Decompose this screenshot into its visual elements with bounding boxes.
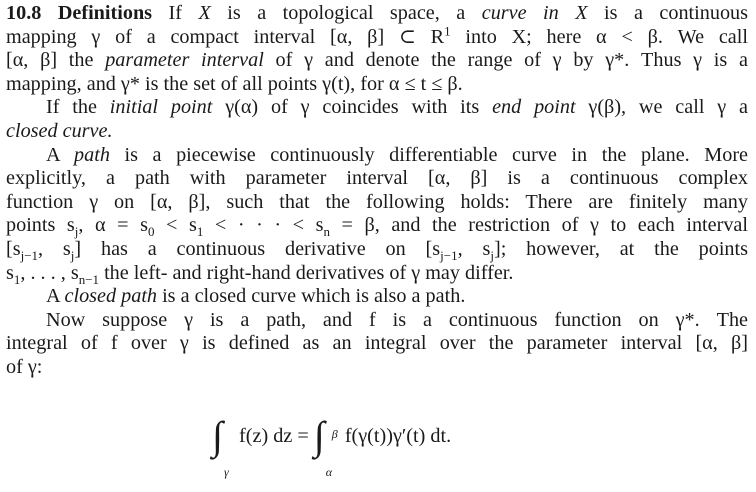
- text-span: A: [46, 143, 75, 166]
- text-span: integral of f over γ is defined as an integral over the parameter interval [α, β]: [6, 332, 748, 355]
- text-span: is a topological space, a: [210, 2, 482, 24]
- text-line-7: [6, 144, 748, 168]
- integral-formula: [212, 413, 452, 479]
- integral-upper-limit: β: [331, 427, 338, 441]
- text-span: < · · · < s: [203, 214, 324, 237]
- subscript: j: [70, 247, 75, 263]
- text-span: γ(α) of γ coincides with its: [212, 96, 493, 119]
- text-span: into X; here α < β. We call: [450, 25, 748, 48]
- text-line-4: [6, 73, 748, 97]
- subscript: 1: [196, 224, 204, 240]
- text-span: X: [198, 2, 211, 24]
- text-span: mapping γ of a compact interval [α, β] ⊂ R: [6, 25, 445, 48]
- text-line-13: [6, 285, 748, 309]
- integral-lower-limit: γ: [224, 465, 229, 479]
- text-span: < s: [154, 214, 197, 237]
- text-span: is a continuous: [587, 2, 749, 24]
- subscript: 1: [13, 271, 21, 287]
- term-end-point: end point: [492, 96, 576, 119]
- integral-sign-left: [212, 413, 230, 479]
- text-span: the left- and right-hand derivatives of γ may differ.: [99, 261, 514, 284]
- term-closed-path: closed path: [64, 285, 158, 308]
- text-span: explicitly, a path with parameter interval [α, β] is a continuous complex: [6, 167, 748, 190]
- text-span: If the: [46, 96, 110, 119]
- text-span: mapping, and γ* is the set of all points γ(t), for α ≤ t ≤ β.: [6, 72, 463, 95]
- integral-lower-limit: α: [325, 465, 333, 479]
- text-line-3: [6, 49, 748, 73]
- text-span: , s: [457, 237, 491, 260]
- formula-right-expression: f(γ(t))γ′(t) dt.: [344, 424, 452, 447]
- subscript: n−1: [78, 271, 100, 287]
- section-number: 10.8: [6, 2, 42, 24]
- subscript: j: [74, 224, 79, 240]
- subscript: n: [323, 224, 330, 240]
- integral-symbol: ∫: [313, 413, 325, 458]
- text-span: of γ:: [6, 355, 43, 378]
- text-span: of γ and denote the range of γ by γ*. Thus γ is a: [263, 49, 748, 72]
- definition-text: [6, 2, 748, 380]
- text-span: , s: [38, 237, 71, 260]
- text-line-11: [6, 238, 748, 262]
- term-curve: curve in X: [481, 2, 588, 24]
- text-span: points s: [6, 214, 75, 237]
- term-initial-point: initial point: [109, 96, 213, 119]
- text-span: , α = s: [78, 214, 148, 237]
- integral-sign-right: [313, 413, 338, 479]
- term-closed-curve: closed curve.: [6, 119, 113, 142]
- text-span: s: [6, 261, 14, 284]
- text-span: is a piecewise continuously differentiable curve in the plane. More: [109, 143, 749, 166]
- text-span: [α, β] the: [6, 49, 106, 72]
- subscript: j: [490, 247, 494, 263]
- text-span: ] has a continuous derivative on [s: [74, 237, 441, 260]
- text-span: γ(β), we call γ a: [575, 96, 748, 119]
- text-line-8: [6, 167, 748, 191]
- text-span: If: [152, 2, 199, 24]
- section-heading: Definitions: [57, 2, 153, 24]
- term-parameter-interval: parameter interval: [105, 49, 264, 72]
- text-span: function γ on [α, β], such that the following holds: There are finitely many: [6, 190, 748, 213]
- subscript: j−1: [440, 247, 458, 263]
- text-line-5: [6, 96, 748, 120]
- text-span: = β, and the restriction of γ to each interval: [329, 214, 748, 237]
- text-line-14: [6, 309, 748, 333]
- text-line-10: [6, 214, 748, 238]
- text-span: , . . . , s: [20, 261, 79, 284]
- text-line-6: [6, 120, 748, 144]
- text-line-16: [6, 356, 748, 380]
- subscript: 0: [147, 224, 155, 240]
- superscript: 1: [444, 22, 451, 38]
- formula-left-expression: f(z) dz =: [239, 424, 309, 447]
- text-span: Now suppose γ is a path, and f is a continuous function on γ*. The: [46, 308, 748, 331]
- text-span: [s: [6, 237, 21, 260]
- text-line-9: [6, 191, 748, 215]
- subscript: j−1: [20, 247, 39, 263]
- term-path: path: [74, 143, 110, 166]
- text-span: A: [46, 285, 65, 308]
- text-line-15: [6, 332, 748, 356]
- text-line-2: [6, 22, 748, 50]
- text-line-12: [6, 262, 748, 286]
- integral-symbol: ∫: [212, 413, 223, 458]
- text-line-1: [6, 2, 748, 26]
- text-span: ]; however, at the points: [493, 237, 748, 260]
- text-span: is a closed curve which is also a path.: [157, 285, 466, 308]
